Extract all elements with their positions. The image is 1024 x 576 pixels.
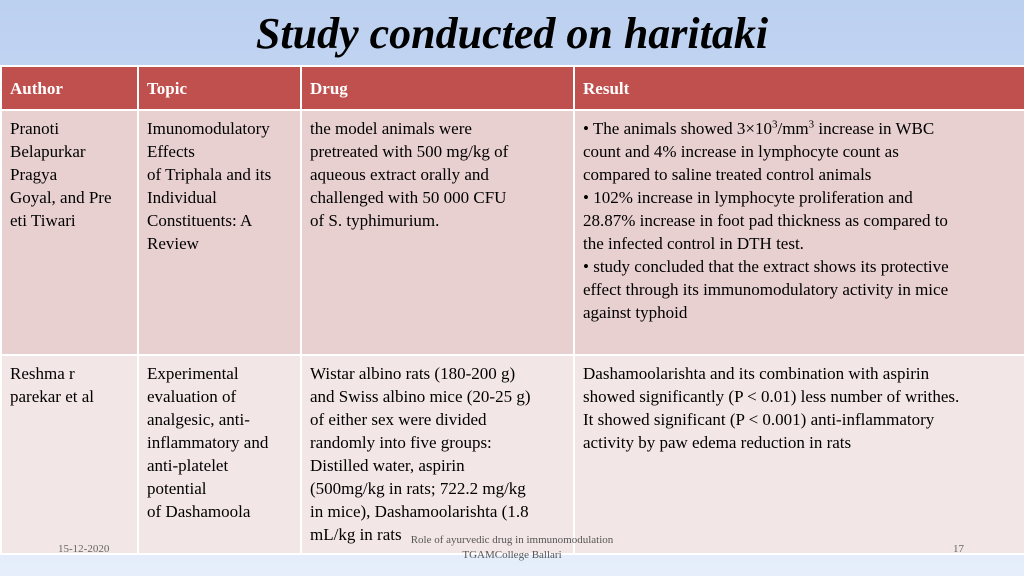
cell-line: Review — [147, 234, 199, 253]
cell-line: and Swiss albino mice (20-25 g) — [310, 387, 531, 406]
cell-line: the infected control in DTH test. — [583, 234, 804, 253]
cell-line: Pranoti — [10, 119, 60, 138]
cell-line: Reshma r — [10, 364, 75, 383]
cell-line: Individual — [147, 188, 217, 207]
result-text: /mm — [777, 119, 809, 138]
cell-line: showed significantly (P < 0.01) less number of writhes. — [583, 387, 960, 406]
cell-line: anti-platelet — [147, 456, 229, 475]
header-author: Author — [1, 66, 138, 110]
cell-line: of S. typhimurium. — [310, 211, 440, 230]
cell-line: effect through its immunomodulatory activity in mice — [583, 280, 949, 299]
superscript: 3 — [771, 118, 778, 131]
cell-line: in mice), Dashamoolarishta (1.8 — [310, 502, 529, 521]
study-table — [0, 65, 1024, 555]
slide-title: Study conducted on haritaki — [255, 9, 769, 58]
cell-line: aqueous extract orally and — [310, 165, 489, 184]
cell-line: eti Tiwari — [10, 211, 76, 230]
cell-line: inflammatory and — [147, 433, 269, 452]
table-header-row — [1, 66, 1024, 110]
cell-line: pretreated with 500 mg/kg of — [310, 142, 509, 161]
cell-line: Constituents: A — [147, 211, 253, 230]
cell-line: Wistar albino rats (180-200 g) — [310, 364, 516, 383]
cell-line: activity by paw edema reduction in rats — [583, 433, 852, 452]
cell-line: Effects — [147, 142, 195, 161]
header-result: Result — [574, 66, 1024, 110]
cell-line: analgesic, anti- — [147, 410, 250, 429]
cell-line: of Triphala and its — [147, 165, 272, 184]
cell-line: • 102% increase in lymphocyte proliferation and — [583, 188, 913, 207]
cell-line: Imunomodulatory — [147, 119, 270, 138]
cell-line: potential — [147, 479, 207, 498]
footer-caption — [312, 533, 712, 563]
cell-line: against typhoid — [583, 303, 688, 322]
superscript: 3 — [808, 118, 815, 131]
cell-line: 28.87% increase in foot pad thickness as compared to — [583, 211, 948, 230]
cell-drug — [301, 355, 574, 554]
cell-line: parekar et al — [10, 387, 94, 406]
cell-line: challenged with 50 000 CFU — [310, 188, 507, 207]
table-row — [1, 355, 1024, 554]
cell-line: the model animals were — [310, 119, 472, 138]
cell-line: mL/kg in rats — [310, 525, 402, 544]
page-number: 17 — [953, 543, 964, 555]
result-text: increase in WBC — [814, 119, 935, 138]
cell-line: Goyal, and Pre — [10, 188, 112, 207]
cell-line — [583, 117, 1016, 140]
footer-date: 15-12-2020 — [58, 543, 110, 555]
cell-line: Distilled water, aspirin — [310, 456, 465, 475]
cell-line: Belapurkar — [10, 142, 86, 161]
cell-line: Experimental — [147, 364, 239, 383]
cell-topic — [138, 355, 301, 554]
cell-line: Dashamoolarishta and its combination with aspirin — [583, 364, 930, 383]
cell-line: evaluation of — [147, 387, 237, 406]
footer-caption-line: Role of ayurvedic drug in immunomodulation — [410, 534, 614, 546]
cell-line: • study concluded that the extract shows its protective — [583, 257, 949, 276]
header-drug: Drug — [301, 66, 574, 110]
cell-author — [1, 355, 138, 554]
cell-result — [574, 355, 1024, 554]
footer-caption-line: TGAMCollege Ballari — [462, 549, 562, 561]
cell-topic — [138, 110, 301, 355]
cell-line: count and 4% increase in lymphocyte count as — [583, 142, 899, 161]
cell-result — [574, 110, 1024, 355]
cell-author — [1, 110, 138, 355]
header-topic: Topic — [138, 66, 301, 110]
cell-drug — [301, 110, 574, 355]
cell-line: Pragya — [10, 165, 58, 184]
cell-line: It showed significant (P < 0.001) anti-inflammatory — [583, 410, 935, 429]
cell-line: of Dashamoola — [147, 502, 251, 521]
cell-line: compared to saline treated control animals — [583, 165, 872, 184]
table-row — [1, 110, 1024, 355]
result-text: • The animals showed 3×10 — [583, 119, 772, 138]
cell-line: of either sex were divided — [310, 410, 487, 429]
cell-line: (500mg/kg in rats; 722.2 mg/kg — [310, 479, 526, 498]
cell-line: randomly into five groups: — [310, 433, 492, 452]
